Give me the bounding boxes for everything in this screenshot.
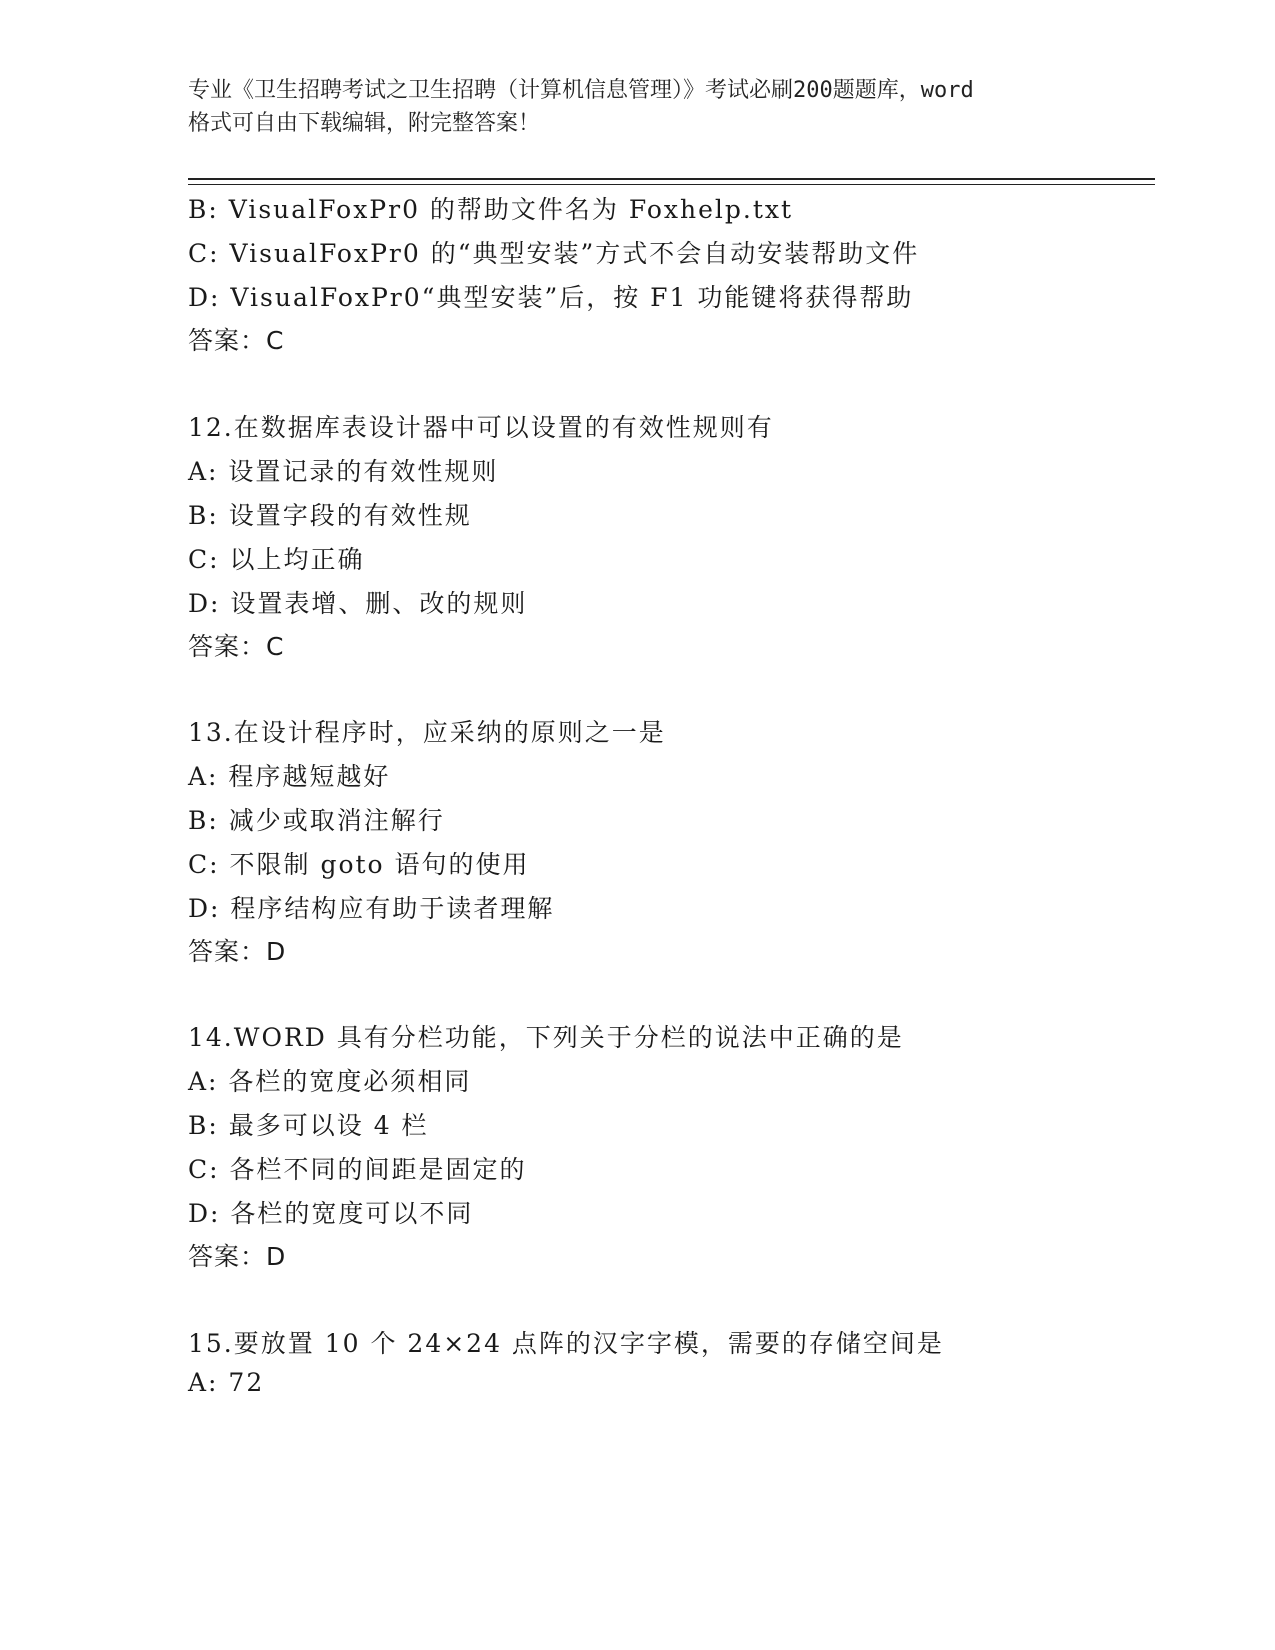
q14-question: 14.WORD 具有分栏功能，下列关于分栏的说法中正确的是 <box>188 1023 904 1052</box>
q13-option-d: D: 程序结构应有助于读者理解 <box>188 894 555 923</box>
q13-option-a: A: 程序越短越好 <box>188 762 391 791</box>
q14-answer: 答案：D <box>188 1242 287 1271</box>
header-line-1: 专业《卫生招聘考试之卫生招聘（计算机信息管理）》考试必刷200题题库，word <box>188 78 974 103</box>
q12-option-d: D: 设置表增、删、改的规则 <box>188 589 528 618</box>
q11-option-d: D: VisualFoxPr0“典型安装”后，按 F1 功能键将获得帮助 <box>188 283 914 312</box>
q14-option-d: D: 各栏的宽度可以不同 <box>188 1199 474 1228</box>
header-line-2: 格式可自由下载编辑，附完整答案！ <box>188 111 541 136</box>
q13-question: 13.在设计程序时，应采纳的原则之一是 <box>188 718 666 747</box>
q15-question: 15.要放置 10 个 24×24 点阵的汉字字模，需要的存储空间是 <box>188 1329 944 1358</box>
q12-option-c: C: 以上均正确 <box>188 545 365 574</box>
q12-question: 12.在数据库表设计器中可以设置的有效性规则有 <box>188 413 774 442</box>
q13-option-b: B: 减少或取消注解行 <box>188 806 445 835</box>
q14-option-b: B: 最多可以设 4 栏 <box>188 1111 429 1140</box>
q12-option-b: B: 设置字段的有效性规 <box>188 501 472 530</box>
q11-option-c: C: VisualFoxPr0 的“典型安装”方式不会自动安装帮助文件 <box>188 239 920 268</box>
document-header <box>188 74 1088 140</box>
q11-option-b: B: VisualFoxPr0 的帮助文件名为 Foxhelp.txt <box>188 195 794 224</box>
q14-option-a: A: 各栏的宽度必须相同 <box>188 1067 472 1096</box>
q12-answer: 答案：C <box>188 632 285 661</box>
q15-option-a: A: 72 <box>188 1368 265 1397</box>
header-divider-thin <box>188 184 1155 185</box>
q14-option-c: C: 各栏不同的间距是固定的 <box>188 1155 527 1184</box>
q13-answer: 答案：D <box>188 937 287 966</box>
q11-answer: 答案：C <box>188 326 285 355</box>
q13-option-c: C: 不限制 goto 语句的使用 <box>188 850 530 879</box>
q12-option-a: A: 设置记录的有效性规则 <box>188 457 499 486</box>
header-divider-thick <box>188 178 1155 180</box>
